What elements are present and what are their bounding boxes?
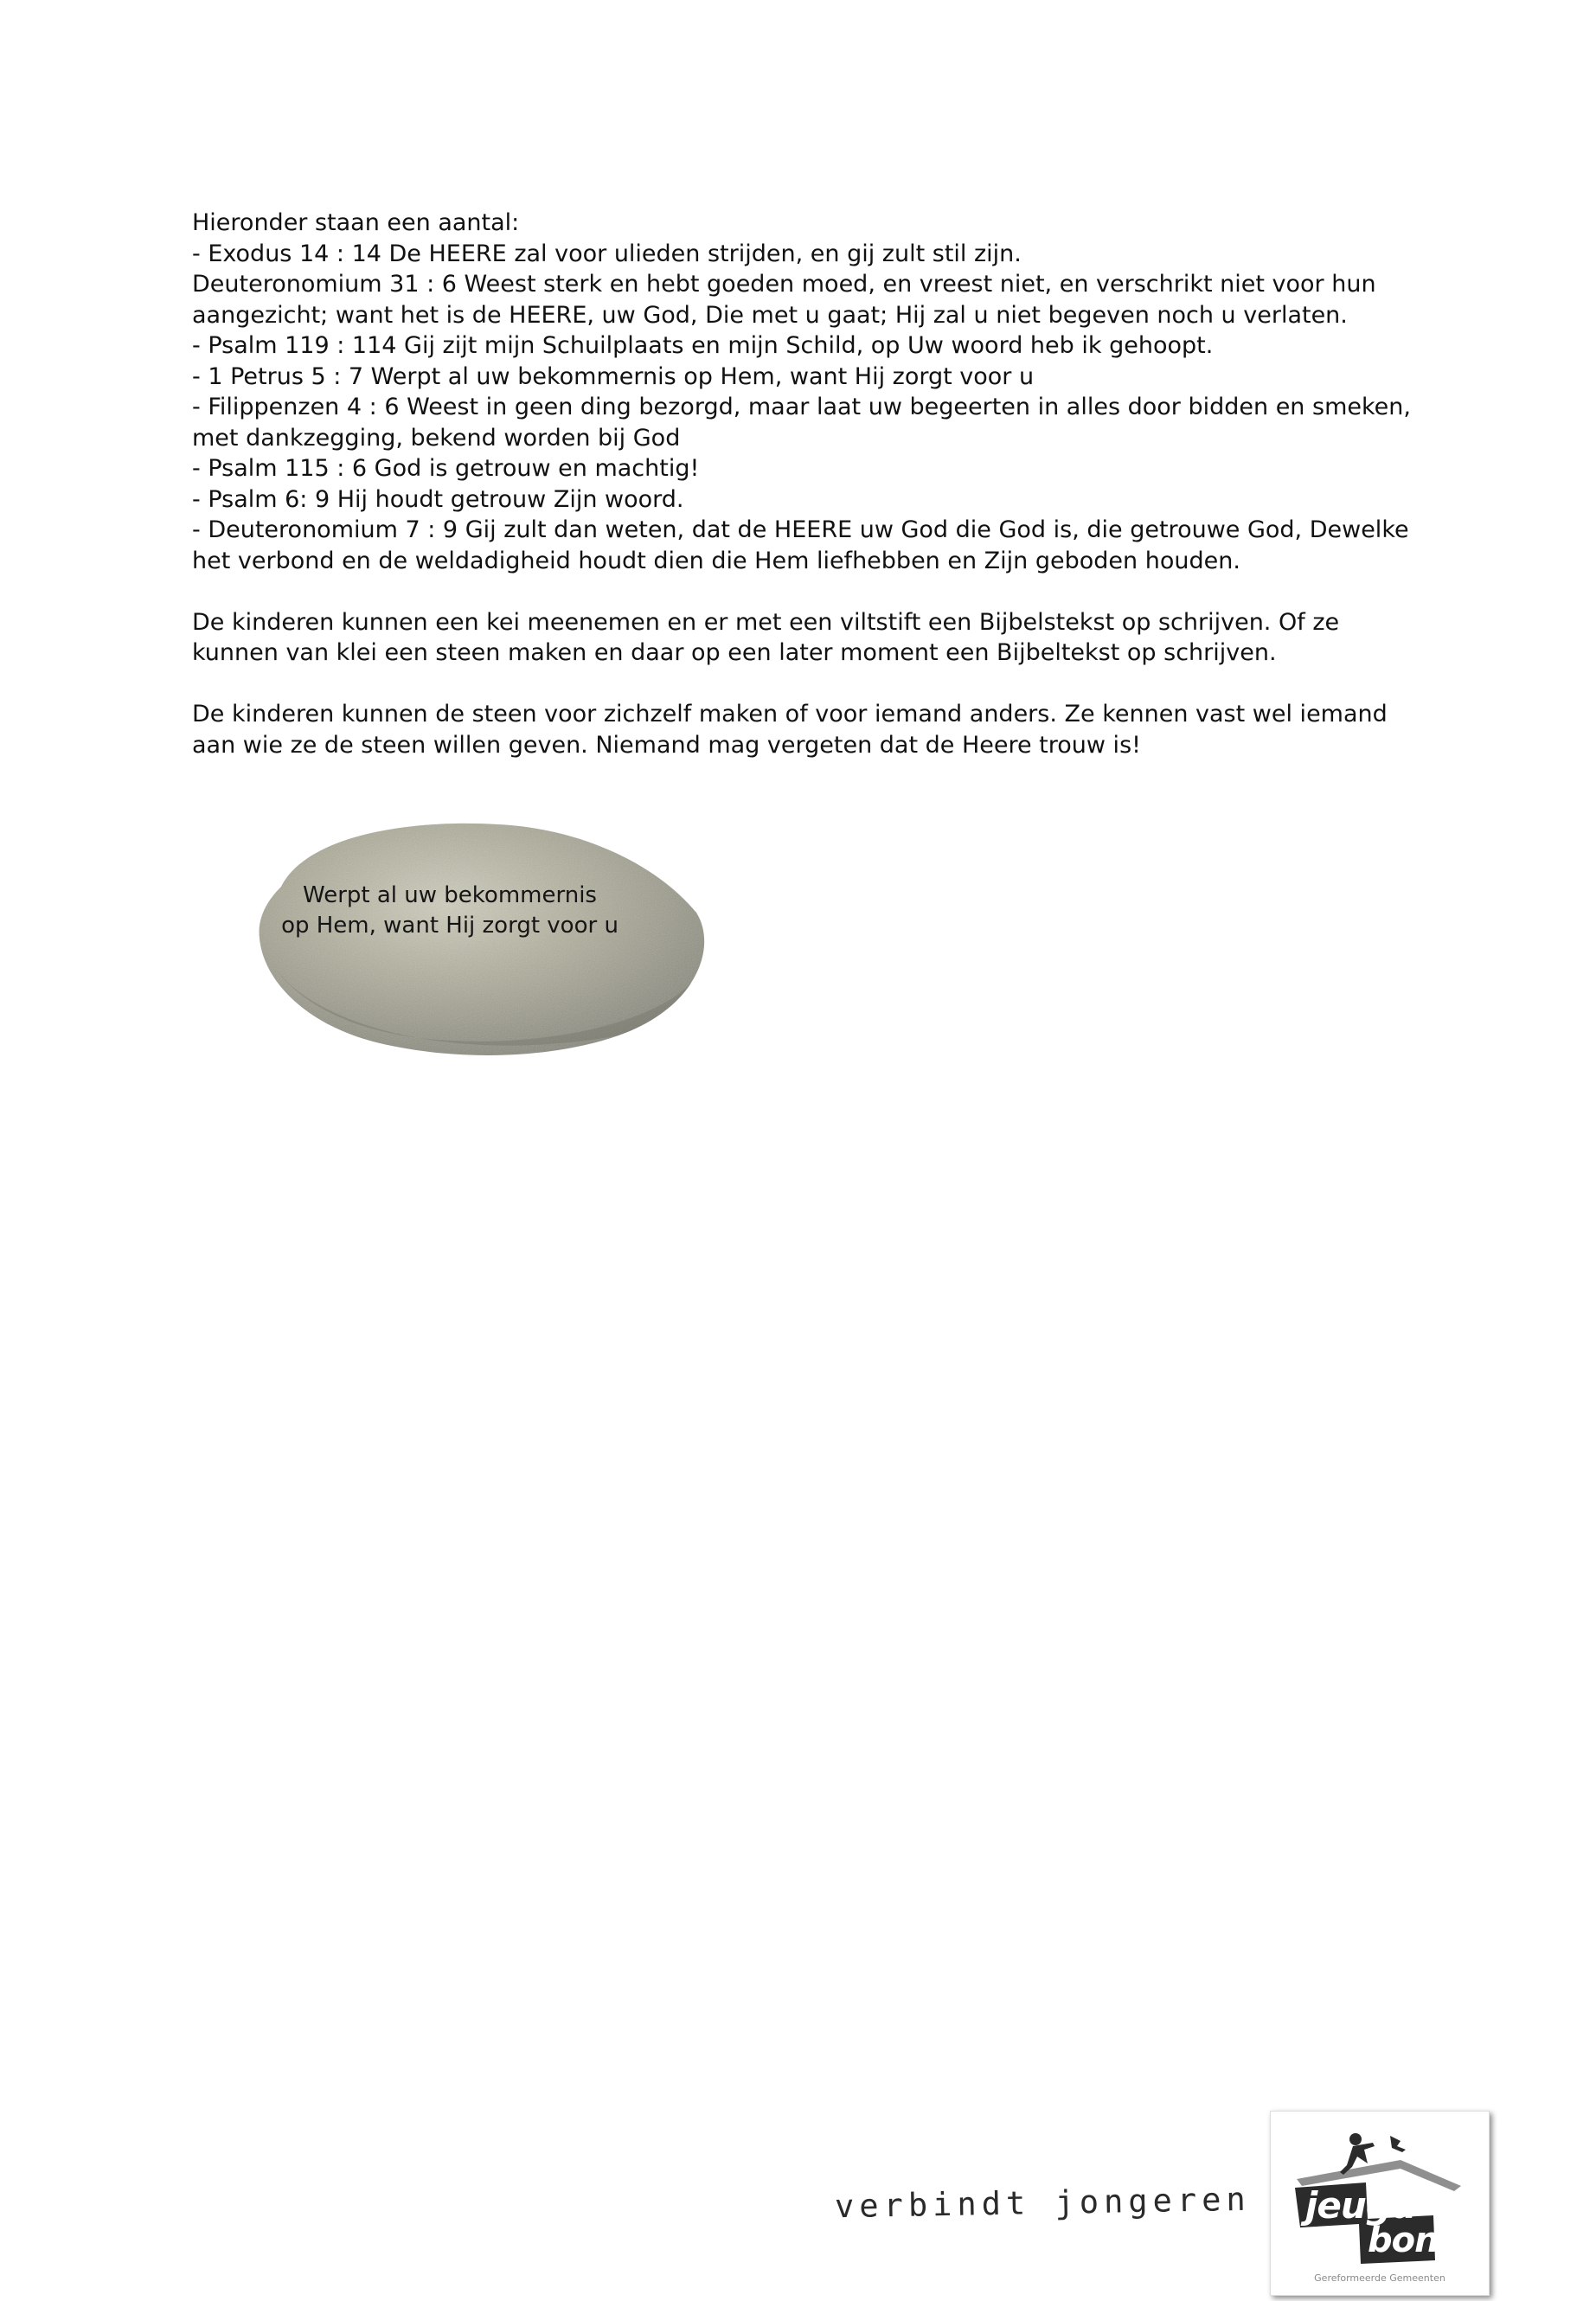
stone-illustration [247,809,714,1068]
logo-word-jeugd: jeugd [1305,2184,1416,2227]
jeugdbond-logo [1270,2111,1490,2296]
stone-line: Werpt al uw bekommernis [303,882,597,908]
paragraph-line: De kinderen kunnen een kei meenemen en er met een viltstift een Bijbelstekst op schrijven. Of ze [192,608,1340,636]
stone-inscription [247,881,653,941]
verse-line: - Exodus 14 : 14 De HEERE zal voor ulieden strijden, en gij zult stil zijn. [192,240,1022,267]
paragraph-line: De kinderen kunnen de steen voor zichzelf maken of voor iemand anders. Ze kennen vast wel iemand [192,701,1388,727]
verse-line: - Psalm 119 : 114 Gij zijt mijn Schuilplaats en mijn Schild, op Uw woord heb ik gehoopt. [192,332,1214,359]
verse-line: het verbond en de weldadigheid houdt dien die Hem liefhebben en Zijn geboden houden. [192,547,1240,574]
paragraph-line: kunnen van klei een steen maken en daar op een later moment een Bijbeltekst op schrijven. [192,639,1277,666]
paragraph-line: aan wie ze de steen willen geven. Niemand mag vergeten dat de Heere trouw is! [192,731,1141,759]
verse-line: met dankzegging, bekend worden bij God [192,424,681,452]
spacer [192,576,1420,607]
tagline: verbindt jongeren [834,2180,1252,2226]
intro-line: Hieronder staan een aantal: [192,209,520,236]
verse-line: Deuteronomium 31 : 6 Weest sterk en hebt goeden moed, en vreest niet, en verschrikt niet voor hun [192,271,1376,298]
logo-word-bond: bond [1368,2221,1463,2260]
stone-line: op Hem, want Hij zorgt voor u [281,913,619,939]
verse-line: aangezicht; want het is de HEERE, uw God, Die met u gaat; Hij zal u niet begeven noch u verlaten. [192,301,1348,329]
verse-line: - Psalm 6: 9 Hij houdt getrouw Zijn woord. [192,485,684,513]
verse-line: - 1 Petrus 5 : 7 Werpt al uw bekommernis op Hem, want Hij zorgt voor u [192,362,1035,390]
verse-line: - Deuteronomium 7 : 9 Gij zult dan weten, dat de HEERE uw God die God is, die getrouwe God, Dewelke [192,516,1409,543]
verse-line: - Filippenzen 4 : 6 Weest in geen ding bezorgd, maar laat uw begeerten in alles door bidden en smeken, [192,394,1411,420]
main-text [192,208,1420,760]
verse-line: - Psalm 115 : 6 God is getrouw en machtig! [192,455,700,482]
spacer [192,669,1420,700]
logo-subtitle: Gereformeerde Gemeenten [1314,2272,1445,2284]
